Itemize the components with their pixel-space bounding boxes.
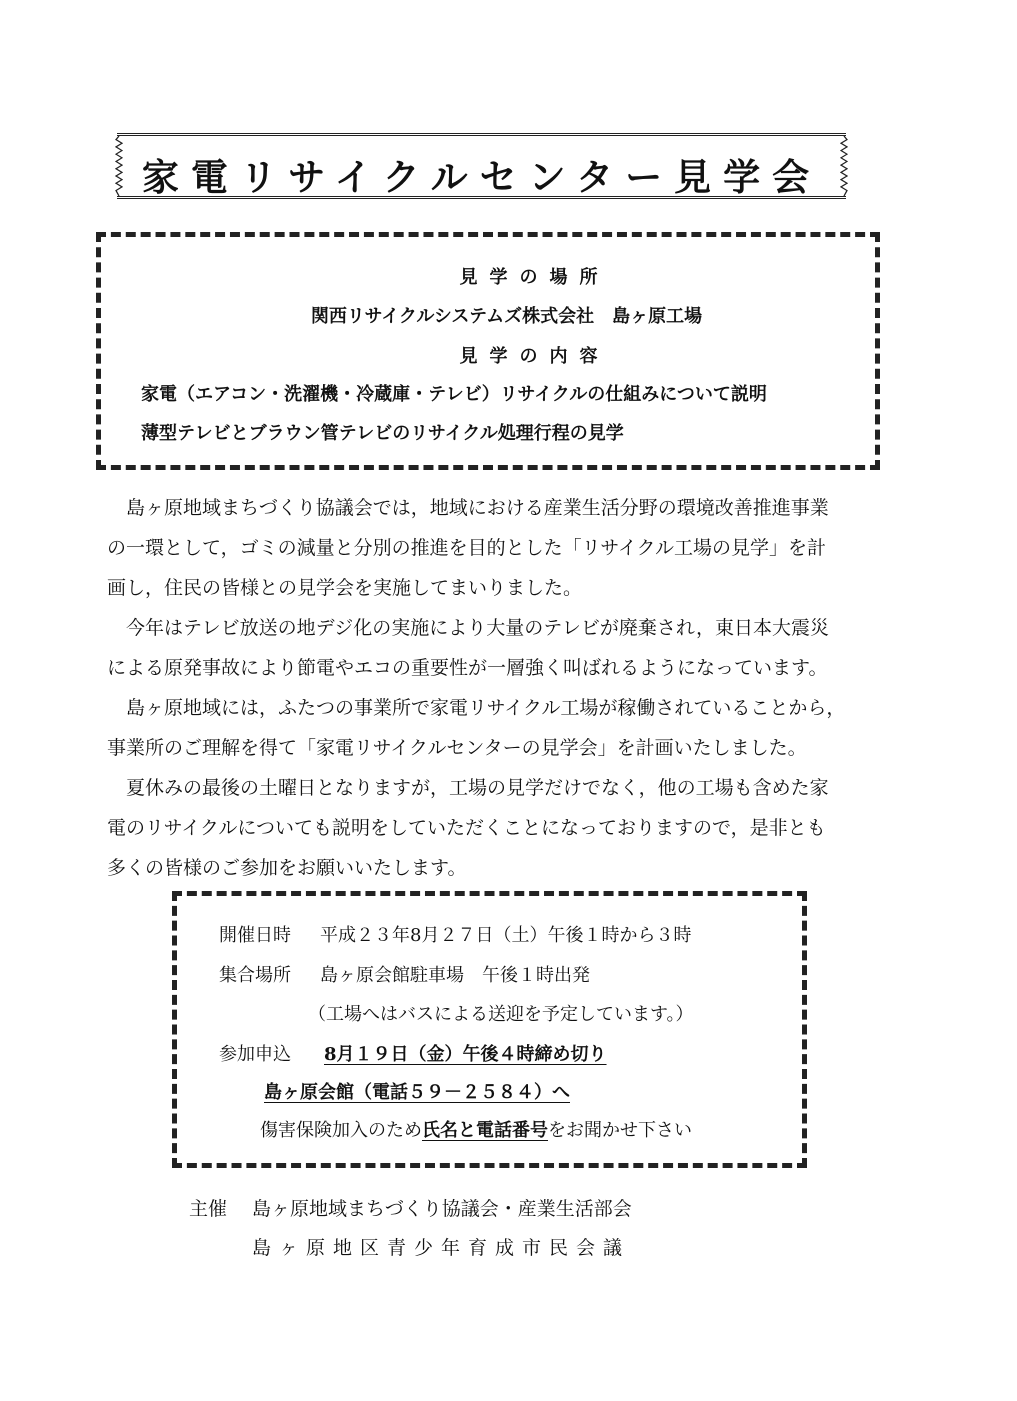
insurance-note-post: をお聞かせ下さい <box>548 1120 692 1141</box>
organizer-label: 主催 <box>189 1198 228 1220</box>
date-value: 平成２３年8月２７日（土）午後１時から３時 <box>320 925 692 946</box>
contact: 島ヶ原会館（電話５９－２５８４）へ <box>264 1082 570 1103</box>
place-heading: 見学の場所 <box>459 267 610 288</box>
insurance-note-pre: 傷害保険加入のため <box>260 1120 422 1141</box>
deadline: 8月１９日（金）午後４時締め切り <box>324 1044 607 1065</box>
insurance-note <box>260 1116 692 1142</box>
content-heading: 見学の内容 <box>459 346 610 367</box>
content-line-1: 家電（エアコン・洗濯機・冷蔵庫・テレビ）リサイクルの仕組みについて説明 <box>141 384 767 405</box>
body-line: 多くの皆様のご参加をお願いいたします。 <box>107 857 467 879</box>
meeting-place-label: 集合場所 <box>219 965 291 986</box>
body-line: 電のリサイクルについても説明をしていただくことになっておりますので，是非とも <box>107 817 826 839</box>
place-text: 関西リサイクルシステムズ株式会社 島ヶ原工場 <box>310 306 703 327</box>
organizer-1: 島ヶ原地域まちづくり協議会・産業生活部会 <box>252 1198 632 1220</box>
body-line: による原発事故により節電やエコの重要性が一層強く叫ばれるようになっています。 <box>107 657 828 679</box>
body-text <box>107 488 887 888</box>
body-line: 今年はテレビ放送の地デジ化の実施により大量のテレビが廃棄され，東日本大震災 <box>107 617 830 639</box>
body-line: の一環として，ゴミの減量と分別の推進を目的とした「リサイクル工場の見学」を計 <box>107 537 826 559</box>
organizer-2: 島ヶ原地区青少年育成市民会議 <box>252 1237 631 1259</box>
page-title: 家電リサイクルセンター見学会 <box>141 155 822 199</box>
title-banner <box>117 133 846 199</box>
content-line-2: 薄型テレビとブラウン管テレビのリサイクル処理行程の見学 <box>141 423 624 444</box>
apply-label: 参加申込 <box>219 1044 291 1065</box>
meeting-place-value: 島ヶ原会館駐車場 午後１時出発 <box>320 965 590 986</box>
body-line: 島ヶ原地域には，ふたつの事業所で家電リサイクル工場が稼働されていることから， <box>107 697 846 719</box>
body-line: 事業所のご理解を得て「家電リサイクルセンターの見学会」を計画いたしました。 <box>107 737 807 759</box>
bus-note: （工場へはバスによる送迎を予定しています。） <box>308 1004 694 1025</box>
body-line: 夏休みの最後の土曜日となりますが，工場の見学だけでなく，他の工場も含めた家 <box>107 777 829 799</box>
date-label: 開催日時 <box>219 925 291 946</box>
body-line: 画し，住民の皆様との見学会を実施してまいりました。 <box>107 577 583 599</box>
insurance-note-emph: 氏名と電話番号 <box>422 1120 548 1141</box>
body-line: 島ヶ原地域まちづくり協議会では，地域における産業生活分野の環境改善推進事業 <box>107 497 829 519</box>
